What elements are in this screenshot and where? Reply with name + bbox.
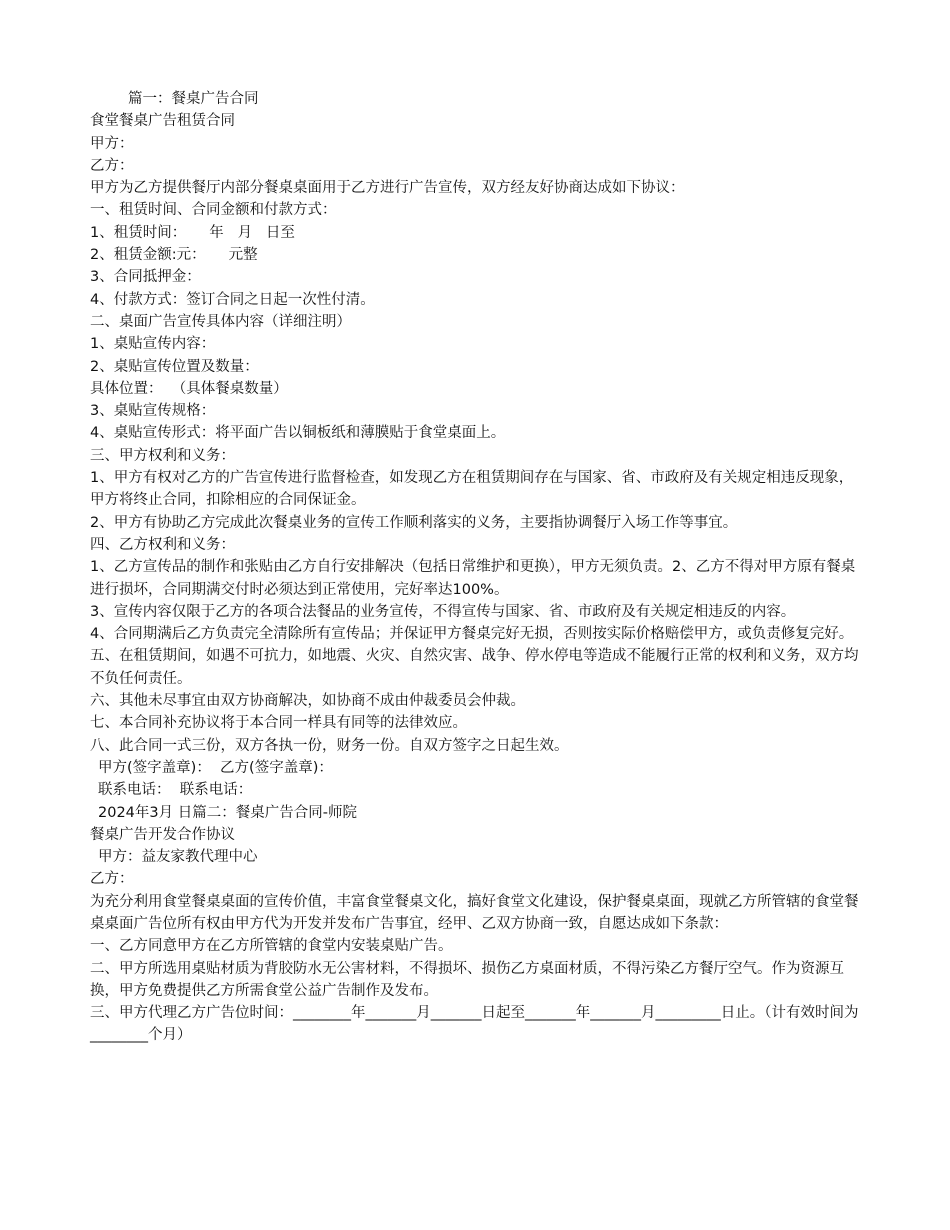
clause-heading-4: 四、乙方权利和义务： (90, 536, 235, 553)
clause-heading-2: 二、桌面广告宣传具体内容（详细注明） (90, 313, 351, 330)
clause-paragraph: 3、宣传内容仅限于乙方的各项合法餐品的业务宣传，不得宣传与国家、省、市政府及有关规定相违反的内容。 (90, 603, 796, 620)
party-b-line: 乙方： (90, 157, 134, 174)
clause-heading-1: 一、租赁时间、合同金额和付款方式： (90, 202, 337, 219)
preamble-paragraph: 为充分利用食堂餐桌桌面的宣传价值，丰富食堂餐桌文化，搞好食堂文化建设，保护餐桌桌面，现就乙方所管辖的食堂餐桌桌面广告位所有权由甲方代为开发并发布广告事宜，经甲、乙双方协商一致，自愿达成如下条款： (90, 893, 859, 932)
clause-paragraph-1: 一、乙方同意甲方在乙方所管辖的食堂内安装桌贴广告。 (90, 938, 453, 955)
party-a-line: 甲方：益友家教代理中心 (98, 849, 258, 866)
clause-paragraph-5: 五、在租赁期间，如遇不可抗力，如地震、火灾、自然灾害、战争、停水停电等造成不能履行正常的权利和义务，双方均不负任何责任。 (90, 648, 859, 687)
clause-paragraph-3: 三、甲方代理乙方广告位时间：________年_______月_______日起至_______年_______月_________日止。（计有效时间为________个月） (90, 1005, 859, 1044)
clause-paragraph-2: 二、甲方所选用桌贴材质为背胶防水无公害材料，不得损坏、损伤乙方桌面材质，不得污染乙方餐厅空气。作为资源互换，甲方免费提供乙方所需食堂公益广告制作及发布。 (90, 960, 844, 999)
clause-paragraph: 1、乙方宣传品的制作和张贴由乙方自行安排解决（包括日常维护和更换），甲方无须负责。2、乙方不得对甲方原有餐桌进行损坏，合同期满交付时必须达到正常使用，完好率达100%。 (90, 559, 856, 598)
clause-paragraph-7: 七、本合同补充协议将于本合同一样具有同等的法律效应。 (90, 715, 467, 732)
signature-line: 甲方(签字盖章)： 乙方(签字盖章)： (98, 759, 333, 776)
contract-title-rental: 食堂餐桌广告租赁合同 (90, 113, 235, 130)
clause-paragraph: 4、合同期满后乙方负责完全清除所有宣传品；并保证甲方餐桌完好无损，否则按实际价格赔偿甲方，或负责修复完好。 (90, 626, 854, 643)
clause-line: 1、桌贴宣传内容： (90, 336, 216, 353)
clause-line: 3、桌贴宣传规格： (90, 403, 216, 420)
section-title-part1: 篇一：餐桌广告合同 (128, 91, 259, 107)
clause-paragraph: 2、甲方有协助乙方完成此次餐桌业务的宣传工作顺利落实的义务，主要指协调餐厅入场工作等事宜。 (90, 514, 738, 531)
clause-line: 2、租赁金额:元： 元整 (90, 247, 258, 264)
clause-line: 1、租赁时间： 年 月 日至 (90, 224, 295, 241)
party-a-line: 甲方： (90, 135, 134, 152)
clause-paragraph-6: 六、其他未尽事宜由双方协商解决，如协商不成由仲裁委员会仲裁。 (90, 693, 525, 710)
clause-paragraph: 1、甲方有权对乙方的广告宣传进行监督检查，如发现乙方在租赁期间存在与国家、省、市政府及有关规定相违反现象，甲方将终止合同，扣除相应的合同保证金。 (90, 470, 854, 509)
clause-line: 具体位置： （具体餐桌数量） (90, 380, 288, 397)
clause-paragraph-8: 八、此合同一式三份，双方各执一份，财务一份。自双方签字之日起生效。 (90, 737, 569, 754)
contract-title-cooperation: 餐桌广告开发合作协议 (90, 826, 235, 843)
preamble-paragraph: 甲方为乙方提供餐厅内部分餐桌桌面用于乙方进行广告宣传，双方经友好协商达成如下协议： (90, 180, 685, 197)
date-line: 2024年3月 日篇二：餐桌广告合同-师院 (98, 804, 357, 821)
clause-line: 4、付款方式：签订合同之日起一次性付清。 (90, 291, 375, 308)
clause-line: 2、桌贴宣传位置及数量： (90, 358, 259, 375)
clause-heading-3: 三、甲方权利和义务： (90, 447, 235, 464)
contact-phone-line: 联系电话： 联系电话： (98, 782, 253, 799)
clause-line: 3、合同抵押金： (90, 269, 201, 286)
document-page (90, 88, 865, 1047)
party-b-line: 乙方： (90, 871, 134, 888)
clause-line: 4、桌贴宣传形式：将平面广告以铜板纸和薄膜贴于食堂桌面上。 (90, 425, 506, 442)
